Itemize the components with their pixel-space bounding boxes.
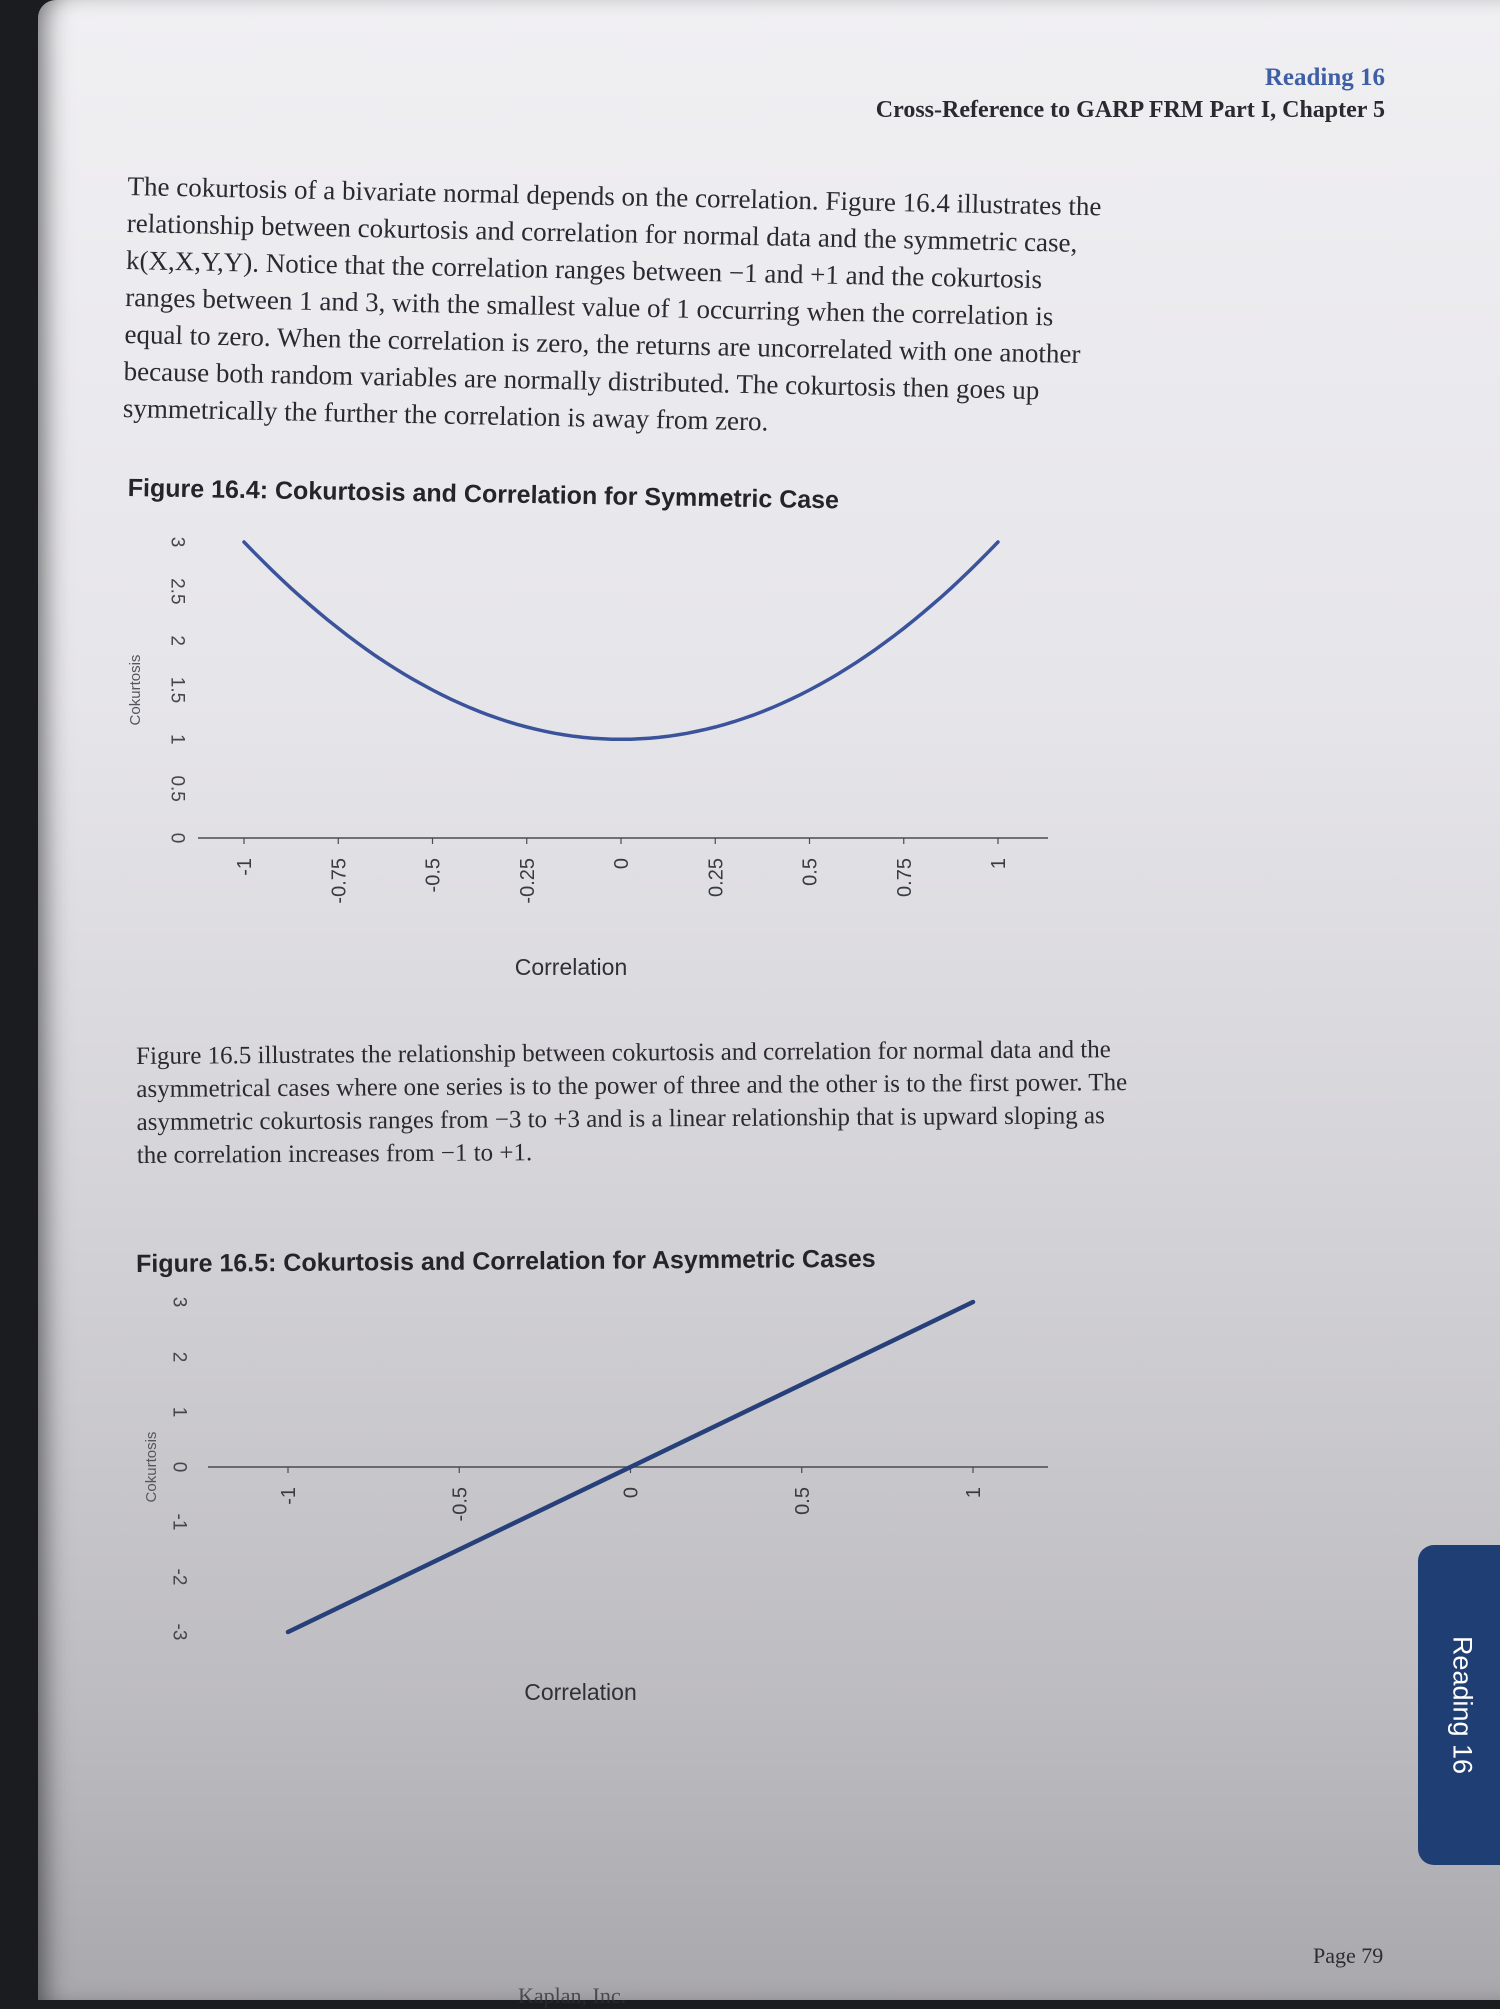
y-tick-label: -1	[168, 1513, 190, 1531]
y-tick-label: 2.5	[166, 578, 188, 605]
y-tick-label: -3	[168, 1623, 190, 1641]
figure-16-4-caption	[127, 474, 839, 515]
x-tick-label: -0.75	[328, 858, 351, 904]
side-tab-label: Reading 16	[1447, 1635, 1478, 1775]
y-tick-label: 3	[166, 536, 188, 548]
book-page	[38, 0, 1500, 2008]
y-tick-label: 1.5	[166, 676, 188, 704]
paragraph-asymmetric: Figure 16.5 illustrates the relationship between cokurtosis and correlation for normal data and the asymmetrical cases where one series is to the power of three and the other is to the first power. The asymmetric cokurtosis ranges from −3 to +3 and is a linear relationship that is upward sloping as the correlation increases from −1 to +1.	[136, 1036, 1128, 1169]
figure-16-5-title: Cokurtosis and Correlation for Asymmetric Cases	[283, 1244, 876, 1277]
figure-16-5-caption	[136, 1245, 876, 1279]
y-tick-label: 0	[166, 832, 188, 844]
x-tick-label: 0.5	[799, 858, 822, 886]
y-tick-label: 0	[168, 1461, 190, 1473]
x-tick-label: -1	[278, 1487, 300, 1505]
x-tick-label: 0	[620, 1487, 643, 1499]
paragraph-symmetric: The cokurtosis of a bivariate normal depends on the correlation. Figure 16.4 illustrates the relationship between cokurtosis and correlation for normal data and the symmetric case, k(X,X,Y,Y). Notice that the correlation ranges between −1 and +1 and the cokurtosis ranges between 1 and 3, with the smallest value of 1 occurring when the correlation is equal to zero. When the correlation is zero, the returns are uncorrelated with one another because both random variables are normally distributed. The cokurtosis then goes up symmetrically the further the correlation is away from zero.	[122, 170, 1102, 437]
header-reading: Reading 16	[1264, 64, 1385, 91]
x-tick-label: 1	[988, 858, 1010, 870]
y-tick-label: -2	[168, 1568, 190, 1586]
y-tick-label: 2	[168, 1351, 190, 1363]
x-tick-label: 0	[611, 858, 633, 870]
x-axis-title: Correlation	[514, 954, 628, 980]
x-tick-label: 1	[963, 1487, 985, 1499]
x-tick-label: -0.25	[516, 858, 539, 904]
x-tick-label: -1	[234, 858, 256, 876]
y-tick-label: 1	[166, 734, 188, 745]
figure-16-5-chart	[98, 1280, 1068, 1720]
y-axis-title: Cokurtosis	[127, 654, 144, 726]
x-tick-label: 0.25	[705, 858, 728, 897]
reading-side-tab[interactable]	[1418, 1545, 1500, 1865]
data-series-line	[244, 542, 998, 739]
figure-16-4-label: Figure 16.4:	[127, 474, 269, 505]
figure-16-4-chart	[98, 520, 1068, 980]
page-number: Page 79	[1313, 1943, 1384, 1968]
y-tick-label: 2	[166, 635, 188, 646]
y-tick-label: 0.5	[166, 775, 188, 802]
footer-publisher: Kaplan, Inc.	[518, 1983, 627, 2008]
x-tick-label: -0.5	[449, 1487, 472, 1522]
y-tick-label: 1	[168, 1406, 190, 1418]
x-axis-title: Correlation	[524, 1679, 637, 1705]
x-tick-label: 0.75	[893, 858, 916, 897]
header-cross-reference: Cross-Reference to GARP FRM Part I, Chapter 5	[875, 97, 1385, 123]
x-tick-label: -0.5	[422, 858, 445, 893]
figure-16-5-label: Figure 16.5:	[136, 1249, 277, 1278]
figure-16-4-title: Cokurtosis and Correlation for Symmetric Case	[274, 476, 840, 515]
y-axis-title: Cokurtosis	[143, 1431, 160, 1503]
y-tick-label: 3	[168, 1296, 190, 1308]
x-tick-label: 0.5	[791, 1487, 814, 1515]
